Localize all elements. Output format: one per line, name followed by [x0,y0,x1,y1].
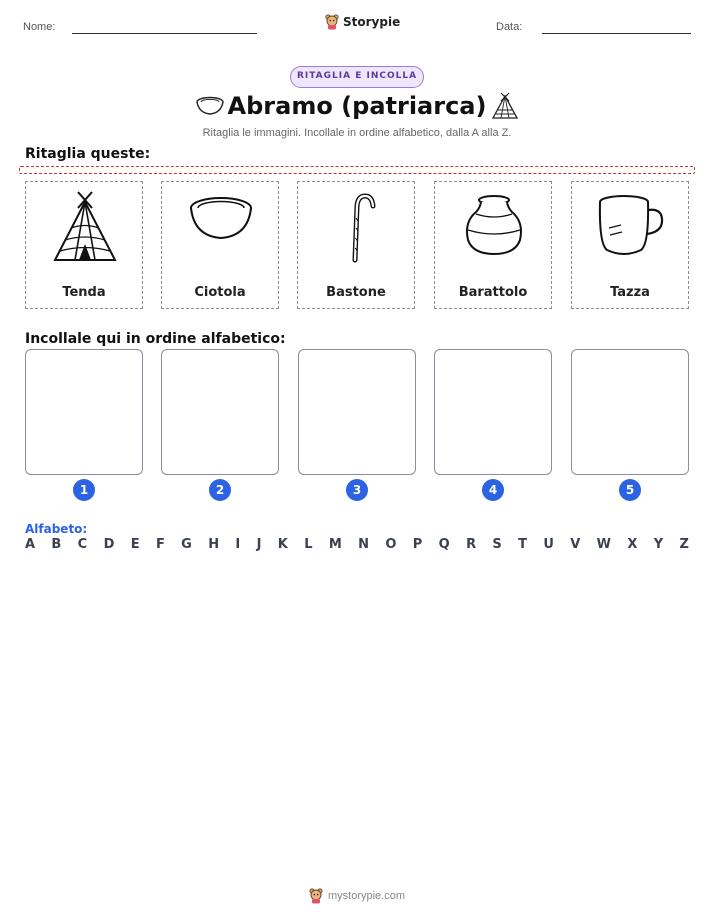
alphabet-letter: U [543,537,554,552]
mug-icon [591,188,671,268]
alphabet-letter: E [130,537,140,552]
name-label: Nome: [23,21,56,33]
alphabet-letter: D [103,537,115,552]
alphabet-letter: R [466,537,477,552]
alphabet-letter: B [51,537,62,552]
paste-slot[interactable] [298,349,416,475]
brand-logo [325,14,400,30]
slot-number: 1 [73,479,95,501]
alphabet-letter: J [256,537,262,552]
date-line[interactable] [542,33,691,34]
alphabet-letter: M [328,537,342,552]
paste-heading: Incollale qui in ordine alfabetico: [25,331,286,347]
card-label: Barattolo [458,285,528,300]
alphabet-letter: Y [653,537,664,552]
alphabet-letter: I [235,537,241,552]
alphabet-letter: A [25,537,36,552]
slot-number: 5 [619,479,641,501]
staff-icon [317,188,397,268]
slot-number: 2 [209,479,231,501]
alphabet-row [25,537,689,552]
page-title-text: Abramo (patriarca) [227,92,487,120]
cut-card-tazza[interactable] [571,181,689,309]
slot-number: 3 [346,479,368,501]
alphabet-letter: N [358,537,370,552]
alphabet-letter: H [208,537,220,552]
cut-card-tenda[interactable] [25,181,143,309]
name-line[interactable] [72,33,257,34]
alphabet-letter: S [492,537,502,552]
instructions: Ritaglia le immagini. Incollale in ordine alfabetico, dalla A alla Z. [202,127,512,139]
alphabet-letter: C [77,537,88,552]
alphabet-letter: O [385,537,397,552]
tent-icon [45,188,125,268]
slot-number: 4 [482,479,504,501]
tent-icon [490,92,520,122]
activity-badge: RITAGLIA E INCOLLA [290,66,424,88]
footer [0,888,714,904]
footer-url[interactable]: mystorypie.com [327,890,406,902]
card-label: Bastone [326,285,386,300]
card-label: Tenda [62,285,106,300]
alphabet-letter: F [155,537,165,552]
card-label: Ciotola [194,285,246,300]
card-label: Tazza [610,285,650,300]
jar-icon [454,188,534,268]
cut-card-barattolo[interactable] [434,181,552,309]
brand-name: Storypie [343,15,401,29]
alphabet-letter: W [596,537,612,552]
cut-card-bastone[interactable] [297,181,415,309]
bowl-icon [181,188,261,268]
cut-card-ciotola[interactable] [161,181,279,309]
paste-slot[interactable] [161,349,279,475]
alphabet-heading: Alfabeto: [25,522,88,536]
cut-line [19,166,695,174]
alphabet-letter: G [181,537,192,552]
bear-mascot-icon [325,14,339,30]
cut-heading: Ritaglia queste: [25,146,151,162]
alphabet-letter: V [570,537,581,552]
bowl-icon [195,96,225,118]
paste-slot[interactable] [25,349,143,475]
page-title [0,92,714,120]
alphabet-letter: X [627,537,638,552]
alphabet-letter: K [277,537,288,552]
alphabet-letter: L [304,537,313,552]
alphabet-letter: Z [679,537,689,552]
paste-slot[interactable] [434,349,552,475]
date-label: Data: [496,21,523,33]
paste-slot[interactable] [571,349,689,475]
alphabet-letter: P [412,537,423,552]
alphabet-letter: Q [438,537,450,552]
bear-mascot-icon [309,888,323,904]
alphabet-letter: T [518,537,528,552]
